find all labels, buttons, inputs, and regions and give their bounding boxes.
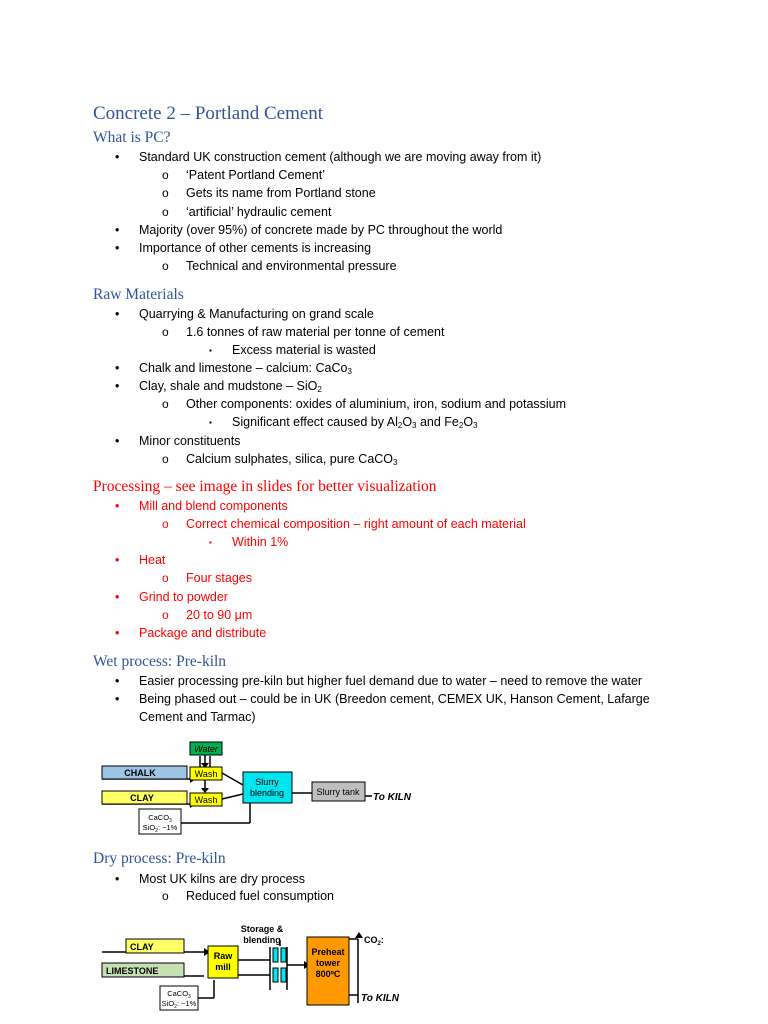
sub-bullet-marker: o <box>162 259 169 273</box>
sub-bullet-marker: o <box>162 397 169 411</box>
sub-bullet-marker: o <box>162 571 169 585</box>
co2-label: $CO_2$: <box>364 935 384 947</box>
bullet-marker: • <box>115 379 120 393</box>
bullet-marker: • <box>115 241 120 255</box>
mill-label: mill <box>215 962 231 972</box>
list-item: Quarrying & Manufacturing on grand scale <box>139 307 374 321</box>
limestone-label: LIMESTONE <box>106 966 159 976</box>
temperature-label: 800ºC <box>315 969 341 979</box>
list-item-text: Calcium sulphates, silica, pure CaCO <box>186 452 394 466</box>
list-item: Correct chemical composition – right amount of each material <box>186 517 526 531</box>
sub-bullet-marker: o <box>162 452 169 466</box>
list-item: 1.6 tonnes of raw material per tonne of cement <box>186 325 445 339</box>
list-item: Majority (over 95%) of concrete made by PC throughout the world <box>139 223 503 237</box>
clay-label: CLAY <box>130 942 154 952</box>
sub-bullet-marker: o <box>162 889 169 903</box>
blending-label: blending <box>243 935 281 945</box>
subscript: 2 <box>397 421 403 430</box>
subscript: 2 <box>317 385 322 394</box>
subscript: 3 <box>393 458 398 467</box>
heading-dry-process: Dry process: Pre-kiln <box>93 850 226 867</box>
sub-bullet-marker: o <box>162 205 169 219</box>
bullet-marker: • <box>115 626 120 640</box>
sub-bullet-marker: o <box>162 517 169 531</box>
storage-label: Storage & <box>240 924 284 934</box>
wash-label: Wash <box>194 795 218 805</box>
list-item: Technical and environmental pressure <box>186 259 397 273</box>
list-item-text: Chalk and limestone – calcium: CaCo <box>139 361 348 375</box>
tower-label: tower <box>315 958 341 968</box>
raw-label: Raw <box>213 951 233 961</box>
list-item-text: and Fe <box>416 415 459 429</box>
bullet-marker: • <box>115 361 120 375</box>
bullet-marker: • <box>115 307 120 321</box>
list-item: Most UK kilns are dry process <box>139 872 306 886</box>
bullet-marker: • <box>115 434 120 448</box>
preheat-label: Preheat <box>311 947 345 957</box>
list-item: Grind to powder <box>139 590 228 604</box>
list-item: Reduced fuel consumption <box>186 889 335 903</box>
caco3-label: CaCO$_3$ <box>148 813 172 824</box>
blending-label: blending <box>249 788 285 798</box>
list-item-text: O <box>463 415 474 429</box>
bullet-marker: • <box>115 872 120 886</box>
sub-bullet-marker: o <box>162 325 169 339</box>
list-item: Gets its name from Portland stone <box>186 186 376 200</box>
heading-what-is-pc: What is PC? <box>93 129 171 146</box>
list-item: Minor constituents <box>139 434 241 448</box>
list-item-text: O <box>402 415 413 429</box>
sub-bullet-marker: o <box>162 168 169 182</box>
list-item: ‘Patent Portland Cement’ <box>186 168 325 182</box>
list-item-continuation: Cement and Tarmac) <box>139 710 256 724</box>
bullet-marker: • <box>115 674 120 688</box>
sub-bullet-marker: o <box>162 186 169 200</box>
clay-label: CLAY <box>130 793 154 803</box>
bullet-marker: • <box>115 499 120 513</box>
slurry-tank-label: Slurry tank <box>316 787 360 797</box>
subscript: 2 <box>458 421 464 430</box>
heading-processing: Processing – see image in slides for better visualization <box>93 478 437 495</box>
list-item: Easier processing pre-kiln but higher fuel demand due to water – need to remove the water <box>139 674 643 688</box>
bullet-marker: • <box>115 692 120 706</box>
list-item: Standard UK construction cement (although we are moving away from it) <box>139 150 542 164</box>
list-item: Within 1% <box>232 535 289 549</box>
page-title: Concrete 2 – Portland Cement <box>93 103 324 124</box>
water-label: Water <box>194 744 218 754</box>
list-item: Package and distribute <box>139 626 267 640</box>
square-bullet-marker: ▪ <box>209 538 212 547</box>
to-kiln-label: To KILN <box>373 792 411 803</box>
bullet-marker: • <box>115 590 120 604</box>
square-bullet-marker: ▪ <box>209 346 212 355</box>
list-item: 20 to 90 μm <box>186 608 253 622</box>
to-kiln-label: To KILN <box>361 993 399 1004</box>
list-item: Other components: oxides of aluminium, iron, sodium and potassium <box>186 397 567 411</box>
heading-raw-materials: Raw Materials <box>93 286 184 303</box>
list-item: Excess material is wasted <box>232 343 376 357</box>
list-item: Heat <box>139 553 166 567</box>
list-item: Mill and blend components <box>139 499 288 513</box>
storage-silos <box>273 948 286 982</box>
square-bullet-marker: ▪ <box>209 418 212 427</box>
list-item: Being phased out – could be in UK (Breedon cement, CEMEX UK, Hanson Cement, Lafarge <box>139 692 650 706</box>
sub-bullet-marker: o <box>162 608 169 622</box>
chalk-label: CHALK <box>124 768 156 778</box>
sio2-label: SiO$_2$: ~1% <box>161 999 197 1010</box>
slurry-label: Slurry <box>255 777 279 787</box>
list-item: ‘artificial’ hydraulic cement <box>186 205 332 219</box>
list-item-text: Significant effect caused by Al <box>232 415 398 429</box>
list-item-text: Clay, shale and mudstone – SiO <box>139 379 318 393</box>
caco3-label: CaCO$_3$ <box>167 989 191 1000</box>
subscript: 3 <box>473 421 478 430</box>
subscript: 3 <box>347 367 352 376</box>
list-item: Four stages <box>186 571 253 585</box>
subscript: 3 <box>412 421 417 430</box>
bullet-marker: • <box>115 553 120 567</box>
heading-wet-process: Wet process: Pre-kiln <box>93 653 227 670</box>
sio2-label: SiO$_2$: ~1% <box>142 823 178 834</box>
bullet-marker: • <box>115 223 120 237</box>
bullet-marker: • <box>115 150 120 164</box>
wash-label: Wash <box>194 769 218 779</box>
list-item: Importance of other cements is increasing <box>139 241 372 255</box>
